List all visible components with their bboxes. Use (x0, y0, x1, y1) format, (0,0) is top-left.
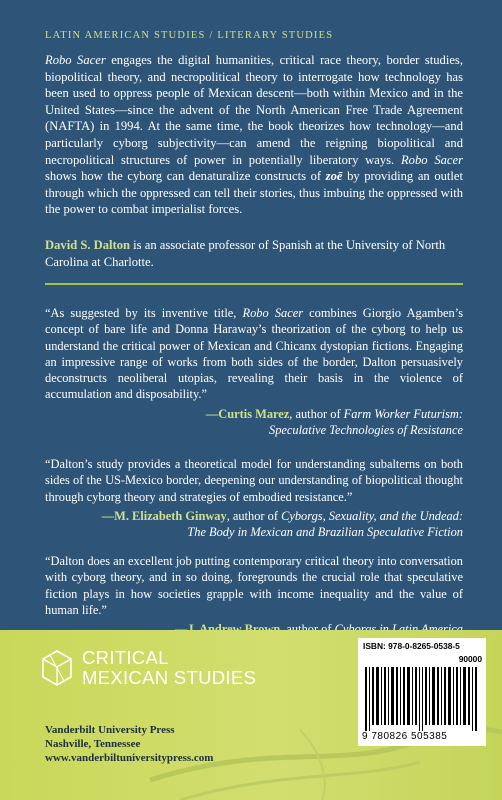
publisher-info (45, 723, 213, 765)
subject-category: LATIN AMERICAN STUDIES / LITERARY STUDIES (45, 30, 334, 41)
divider-rule (45, 283, 463, 285)
review-ginway (45, 456, 463, 540)
review-brown (45, 553, 463, 637)
review-attribution: —M. Elizabeth Ginway, author of Cyborgs, Sexuality, and the Undead: The Body in Mexican and Brazilian Speculative Fiction (101, 508, 463, 540)
review-attribution: —Curtis Marez, author of Farm Worker Futurism: Speculative Technologies of Resistance (205, 406, 463, 438)
series-title: CRITICAL MEXICAN STUDIES (82, 647, 257, 688)
author-bio: David S. Dalton is an associate professor of Spanish at the University of North Carolina at Charlotte. (45, 238, 446, 269)
barcode-block (358, 638, 486, 746)
review-quote: “Dalton’s study provides a theoretical model for understanding subalterns on both sides of the US-Mexico border, deepening our understanding of biopolitical thought through cyborg theory and strategies of embodied resistance.” (45, 457, 463, 504)
author-name: David S. Dalton (45, 238, 131, 252)
publisher-name: Vanderbilt University Press (45, 724, 175, 736)
publisher-url: www.vanderbiltuniversitypress.com (45, 752, 214, 764)
barcode-number: 9 780826 505385 (362, 731, 448, 742)
review-quote: “As suggested by its inventive title, Robo Sacer combines Giorgio Agamben’s concept of bare life and Donna Haraway’s theorization of the cyborg to help us understand the critical power of Mexican and Chicanx dystopian fictions. Engaging an impressive range of works from both sides of the border, Dalton persuasively deconstructs neoliberal utopias, revealing their basis in the violence of accumulation and disposability.” (45, 306, 464, 402)
review-quote: “Dalton does an excellent job putting contemporary critical theory into conversation with cyborg theory, and in so doing, foregrounds the crucial role that speculative fiction plays in how societies grapple with income inequality and the value of human life.” (45, 554, 463, 617)
price-code: 90000 (458, 654, 482, 664)
series-logo-icon (42, 650, 72, 686)
barcode-icon (365, 667, 481, 731)
book-title: Robo Sacer (45, 53, 106, 67)
review-marez (45, 305, 463, 438)
term-zoe: zoē (325, 169, 343, 184)
bottom-band (0, 630, 502, 800)
isbn-label: ISBN: 978-0-8265-0538-5 (363, 641, 460, 651)
publisher-city: Nashville, Tennessee (45, 738, 141, 750)
book-description: Robo Sacer engages the digital humanities, critical race theory, border studies, biopolitical theory, and necropolitical theory to interrogate how technology has been used to oppress people of Mexican descent—both within Mexico and in the United States—since the advent of the North American Free Trade Agreement (NAFTA) in 1994. At the same time, the book theorizes how technology—and particularly cyborg subjectivity—can amend the reigning biopolitical and necropolitical structures of power in potentially liberatory ways. Robo Sacer shows how the cyborg can denaturalize constructs of zoē by providing an outlet through which the oppressed can tell their stories, thus imbuing the oppressed with the power to combat imperialist forces. (45, 53, 463, 217)
